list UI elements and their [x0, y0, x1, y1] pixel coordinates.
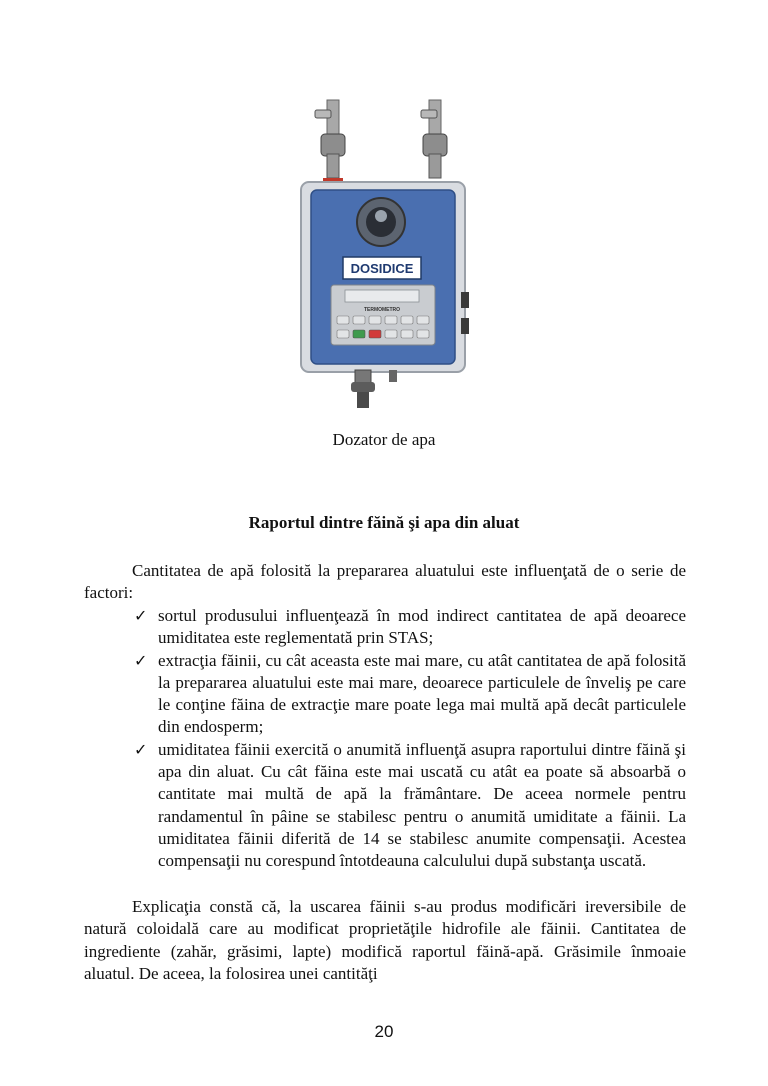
water-dispenser-illustration — [293, 92, 473, 414]
check-mark-icon: ✓ — [134, 739, 148, 759]
factor-list — [132, 605, 686, 873]
device-model-text: TERMOMETRO — [363, 307, 401, 313]
list-item-text: extracţia făinii, cu cât aceasta este mai mare, cu atât cantitatea de apă folosită la prepararea aluatului este mai mare, deoarece particulele de înveliş pe care le conţine făina de extracţie mare poate lega mai multă apă decât particulele din endosperm; — [158, 650, 686, 737]
brand-label-text: DOSIDICE — [350, 261, 414, 276]
list-item — [132, 650, 686, 739]
intro-paragraph: Cantitatea de apă folosită la prepararea aluatului este influenţată de o serie de factori: — [84, 561, 686, 603]
explanation-paragraph: Explicaţia constă că, la uscarea făinii s-au produs modificări ireversibile de natură coloidală care au modificat proprietăţile hidrofile ale făinii. Cantitatea de ingrediente (zahăr, grăsimi, lapte) modifică raportul făină-apă. Grăsimile înmoaie aluatul. De aceea, la folosirea unei cantităţi — [84, 897, 686, 983]
side-connector-bottom — [461, 318, 469, 334]
section-title: Raportul dintre făină şi apa din aluat — [248, 513, 520, 532]
flow-meter-knob — [357, 198, 405, 246]
water-dispenser-image — [293, 92, 473, 414]
bottom-outlet — [351, 370, 397, 408]
list-item — [132, 605, 686, 650]
list-item — [132, 739, 686, 873]
right-valve — [421, 100, 447, 178]
check-mark-icon: ✓ — [134, 606, 148, 625]
lcd-display — [345, 290, 419, 302]
check-mark-icon: ✓ — [134, 650, 148, 670]
left-valve — [315, 100, 345, 186]
figure-caption: Dozator de apa — [332, 430, 436, 449]
page-number: 20 — [374, 1022, 394, 1041]
list-item-text: umiditatea făinii exercită o anumită influenţă asupra raportului dintre făină şi apa din aluat. Cu cât făina este mai uscată cu atât ea poate să absoarbă o cantitate mai multă de apă la frământare. De aceea normele pentru randamentul în pâine se stabilesc pentru o anumită umiditate a făinii. La umiditatea făinii diferită de 14 se stabilesc anumite compensaţii. Acestea compensaţii nu corespund întotdeauna calculului după substanţa uscată. — [158, 739, 686, 871]
list-item-text: sortul produsului influenţează în mod indirect cantitatea de apă deoarece umiditatea este reglementată prin STAS; — [158, 606, 686, 648]
side-connector-top — [461, 292, 469, 308]
